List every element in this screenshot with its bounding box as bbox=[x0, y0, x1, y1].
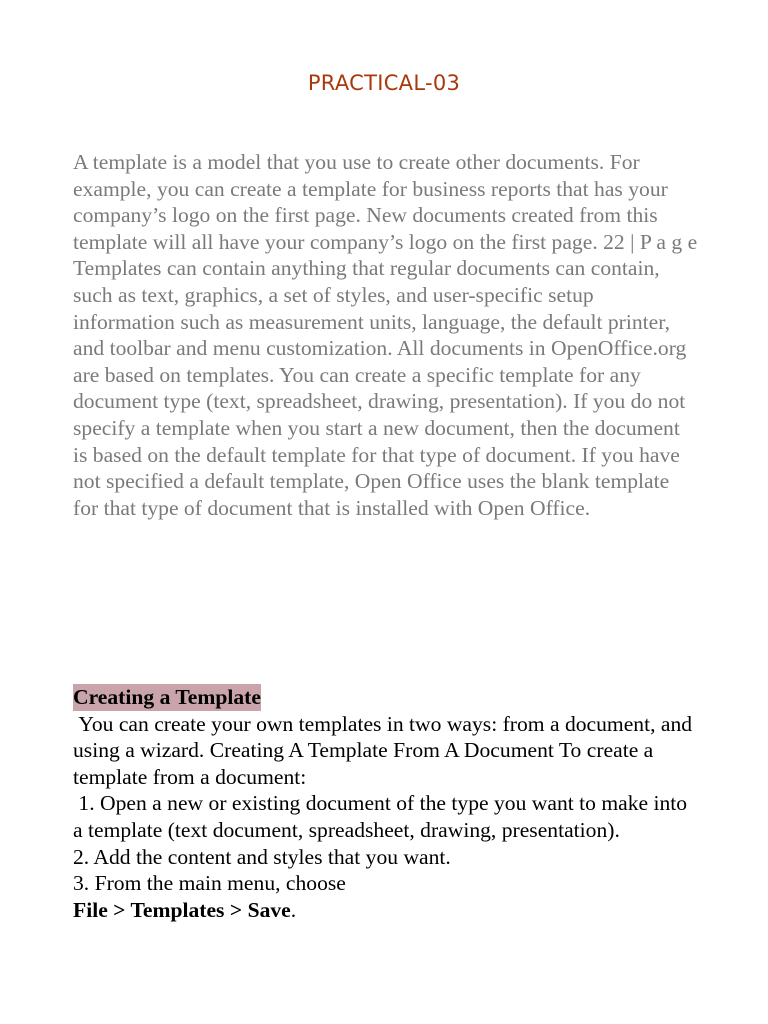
step-1-text: 1. Open a new or existing document of the type you want to make into a template (text document, spreadsheet, drawing, presentation). bbox=[73, 791, 693, 842]
intro-paragraph: A template is a model that you use to create other documents. For example, you can create a template for business reports that has your company’s logo on the first page. New documents created from this template will all have your company’s logo on the first page. 22 | P a g e Templates can contain anything that regular documents can contain, such as text, graphics, a set of styles, and user-specific setup information such as measurement units, language, the default printer, and toolbar and menu customization. All documents in OpenOffice.org are based on templates. You can create a specific template for any document type (text, spreadsheet, drawing, presentation). If you do not specify a template when you start a new document, then the document is based on the default template for that type of document. If you have not specified a default template, Open Office uses the blank template for that type of document that is installed with Open Office. bbox=[73, 150, 698, 520]
section-heading: Creating a Template bbox=[73, 685, 261, 709]
menu-path-suffix: . bbox=[290, 897, 297, 922]
section-intro-text: You can create your own templates in two ways: from a document, and using a wizard. Creating A Template From A Document To create a template from a document: bbox=[73, 711, 698, 789]
page-title: PRACTICAL-03 bbox=[307, 71, 461, 95]
menu-path: File > Templates > Save bbox=[73, 897, 291, 922]
menu-path-line bbox=[73, 897, 698, 924]
step-2-text: 2. Add the content and styles that you want. bbox=[73, 844, 451, 869]
step-3-text: 3. From the main menu, choose bbox=[73, 871, 346, 896]
creating-template-section bbox=[73, 684, 698, 923]
